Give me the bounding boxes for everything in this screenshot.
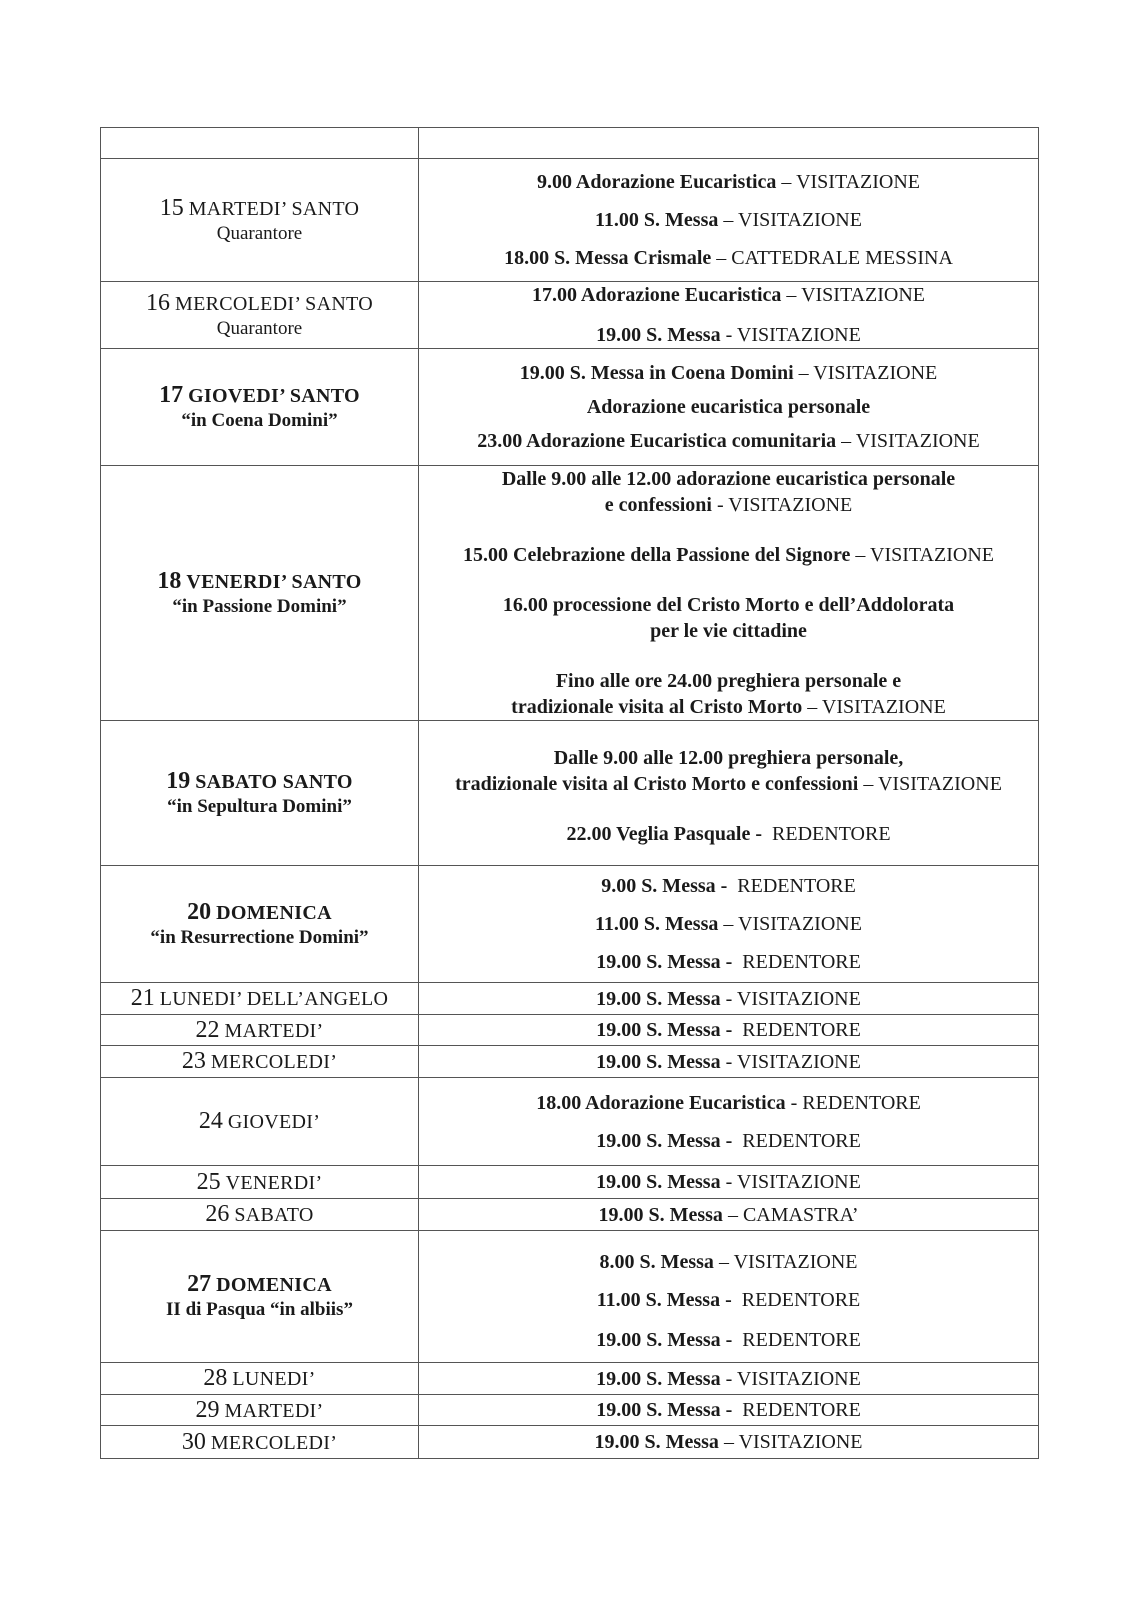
event-separator: –	[858, 773, 878, 795]
events-cell	[419, 1199, 1039, 1231]
event-description: 19.00 S. Messa	[594, 1431, 719, 1453]
day-name: SABATO	[234, 1204, 314, 1226]
day-name: LUNEDI’	[232, 1368, 316, 1390]
day-subtitle: Quarantore	[216, 222, 303, 244]
schedule-row	[101, 1231, 1039, 1363]
day-number: 20	[187, 898, 212, 925]
event-separator: -	[720, 1367, 737, 1390]
event-description: Dalle 9.00 alle 12.00 preghiera personale,	[553, 747, 904, 769]
event-separator	[727, 875, 737, 897]
event-location: VISITAZIONE	[738, 913, 862, 935]
event-description: 19.00 S. Messa	[596, 324, 721, 346]
day-subtitle: “in Passione Domini”	[172, 595, 347, 617]
event-location: VISITAZIONE	[801, 284, 925, 306]
event-separator: -	[711, 494, 729, 516]
event-separator: –	[776, 171, 797, 193]
event-line	[504, 245, 953, 271]
schedule-row	[101, 1015, 1039, 1046]
day-subtitle: II di Pasqua “in albiis”	[166, 1299, 353, 1320]
day-cell	[101, 1395, 419, 1426]
event-separator: –	[781, 284, 802, 306]
event-location: CAMASTRA’	[742, 1203, 859, 1226]
events-cell	[419, 159, 1039, 282]
event-description: 11.00 S. Messa	[595, 913, 719, 935]
event-line	[477, 428, 979, 454]
day-number: 27	[187, 1271, 212, 1297]
day-name: MERCOLEDI’	[210, 1431, 338, 1454]
event-line	[596, 322, 861, 348]
day-name: MERCOLEDI’	[210, 1051, 338, 1073]
schedule-row	[101, 1046, 1039, 1078]
event-location: REDENTORE	[742, 1328, 861, 1351]
day-cell	[101, 466, 419, 721]
day-name: MARTEDI’	[224, 1019, 324, 1042]
events-cell	[419, 1166, 1039, 1199]
event-location: VISITAZIONE	[821, 696, 946, 718]
day-cell	[101, 1426, 419, 1459]
event-line	[536, 1090, 921, 1116]
events-cell	[419, 866, 1039, 983]
day-number: 23	[181, 1048, 206, 1074]
day-subtitle: Quarantore	[216, 317, 303, 339]
event-location: REDENTORE	[741, 1288, 861, 1311]
event-line	[594, 1429, 862, 1455]
day-number: 24	[198, 1108, 223, 1134]
day-number: 22	[195, 1016, 220, 1043]
event-description: Adorazione eucaristica personale	[586, 396, 871, 418]
event-separator	[732, 1329, 742, 1351]
event-location: VISITAZIONE	[728, 494, 853, 516]
event-separator: –	[711, 247, 732, 269]
event-separator: -	[785, 1091, 803, 1114]
schedule-row	[101, 282, 1039, 349]
day-number: 29	[195, 1396, 220, 1423]
event-separator	[732, 1130, 742, 1152]
event-description: 19.00 S. Messa	[598, 1203, 723, 1226]
event-separator	[732, 1289, 742, 1311]
event-list	[419, 873, 1038, 975]
event-list	[419, 986, 1038, 1012]
day-cell	[101, 983, 419, 1015]
day-name: MARTEDI’ SANTO	[188, 197, 360, 220]
schedule-row	[101, 721, 1039, 866]
schedule-row	[101, 159, 1039, 282]
day-label	[101, 382, 418, 409]
event-line	[554, 745, 904, 771]
event-location: REDENTORE	[772, 823, 891, 845]
day-subtitle: “in Coena Domini”	[181, 409, 338, 431]
event-separator: –	[718, 209, 739, 231]
event-line	[595, 207, 862, 233]
event-description: 18.00 Adorazione Eucaristica	[536, 1091, 786, 1114]
events-cell	[419, 466, 1039, 721]
day-cell	[101, 128, 419, 159]
event-description: per le vie cittadine	[650, 620, 807, 642]
event-location: REDENTORE	[742, 951, 861, 973]
events-cell	[419, 282, 1039, 349]
event-separator: –	[718, 913, 739, 935]
day-cell	[101, 721, 419, 866]
day-label	[101, 768, 418, 795]
event-separator	[732, 951, 742, 973]
event-line	[598, 1202, 858, 1228]
event-description: Fino alle ore 24.00 preghiera personale e	[555, 670, 902, 692]
event-line	[596, 1366, 861, 1392]
day-label	[101, 1271, 418, 1298]
event-list	[419, 1049, 1038, 1075]
event-description: 9.00 S. Messa -	[601, 875, 728, 897]
day-number: 21	[130, 985, 155, 1011]
day-label	[101, 568, 418, 595]
events-cell	[419, 983, 1039, 1015]
day-label	[101, 1201, 418, 1228]
event-list	[419, 466, 1038, 720]
event-line	[596, 949, 861, 975]
event-description: 19.00 S. Messa	[596, 1367, 721, 1390]
event-separator: –	[802, 696, 822, 718]
event-list	[419, 282, 1038, 348]
day-cell	[101, 1015, 419, 1046]
event-line	[537, 169, 920, 195]
event-line	[601, 873, 856, 899]
event-separator: -	[720, 987, 737, 1010]
day-cell	[101, 1046, 419, 1078]
event-list	[419, 169, 1038, 271]
event-location: VISITAZIONE	[870, 544, 994, 566]
event-separator: -	[720, 1050, 737, 1073]
schedule-table	[100, 127, 1039, 1459]
day-cell	[101, 1231, 419, 1363]
event-description: tradizionale visita al Cristo Morto	[511, 696, 803, 718]
event-line	[463, 542, 994, 568]
day-cell	[101, 866, 419, 983]
schedule-row	[101, 1199, 1039, 1231]
event-line	[599, 1249, 857, 1275]
day-number: 16	[146, 289, 171, 316]
event-separator: -	[720, 324, 737, 346]
schedule-row	[101, 1363, 1039, 1395]
event-location: VISITAZIONE	[733, 1250, 858, 1273]
day-cell	[101, 159, 419, 282]
event-line	[596, 1397, 861, 1423]
event-list	[419, 1429, 1038, 1455]
event-list	[419, 1017, 1038, 1043]
event-line	[520, 360, 937, 386]
event-list	[419, 1202, 1038, 1228]
event-line	[566, 821, 890, 847]
day-label	[101, 195, 418, 222]
events-cell	[419, 349, 1039, 466]
day-name: DOMENICA	[216, 1274, 332, 1296]
event-line	[532, 282, 925, 308]
day-number: 30	[181, 1428, 206, 1455]
event-description: 19.00 S. Messa	[596, 1050, 721, 1073]
events-cell	[419, 1046, 1039, 1078]
day-name: DOMENICA	[216, 901, 332, 924]
day-cell	[101, 1166, 419, 1199]
events-cell	[419, 128, 1039, 159]
event-line	[511, 694, 946, 720]
event-separator: –	[722, 1203, 743, 1226]
events-cell	[419, 721, 1039, 866]
event-line	[556, 668, 901, 694]
event-line	[597, 1287, 861, 1313]
events-cell	[419, 1426, 1039, 1459]
event-description: 19.00 S. Messa -	[596, 1129, 733, 1152]
event-location: REDENTORE	[742, 1019, 861, 1041]
day-number: 15	[159, 194, 184, 221]
event-separator	[732, 1019, 742, 1041]
event-description: 23.00 Adorazione Eucaristica comunitaria	[477, 430, 837, 452]
event-location: VISITAZIONE	[877, 773, 1002, 795]
events-cell	[419, 1015, 1039, 1046]
event-location: VISITAZIONE	[796, 171, 920, 193]
day-number: 19	[166, 767, 191, 794]
day-label	[101, 1108, 418, 1135]
events-cell	[419, 1231, 1039, 1363]
event-description: 16.00 processione del Cristo Morto e dell’Addolorata	[502, 594, 955, 616]
schedule-row	[101, 349, 1039, 466]
day-subtitle: “in Sepultura Domini”	[167, 795, 352, 817]
event-separator: –	[793, 362, 814, 384]
event-line	[502, 466, 955, 492]
day-label	[101, 1048, 418, 1075]
day-label	[101, 899, 418, 926]
event-description: 19.00 S. Messa -	[596, 1399, 733, 1421]
event-line	[596, 1169, 861, 1195]
day-subtitle: “in Resurrectione Domini”	[150, 926, 369, 948]
event-list	[419, 1397, 1038, 1423]
event-description: 22.00 Veglia Pasquale -	[566, 823, 763, 845]
event-list	[419, 1241, 1038, 1353]
day-cell	[101, 282, 419, 349]
event-separator: -	[720, 1171, 737, 1193]
event-location: REDENTORE	[742, 1129, 861, 1152]
event-description: 9.00 Adorazione Eucaristica	[536, 171, 777, 193]
schedule-row	[101, 128, 1039, 159]
event-line	[587, 394, 870, 420]
event-list	[419, 1169, 1038, 1195]
schedule-row	[101, 866, 1039, 983]
event-location: VISITAZIONE	[736, 1367, 861, 1390]
day-number: 26	[205, 1201, 230, 1227]
event-line	[596, 986, 861, 1012]
event-location: VISITAZIONE	[736, 324, 861, 346]
events-cell	[419, 1078, 1039, 1166]
events-cell	[419, 1363, 1039, 1395]
day-name: SABATO SANTO	[195, 770, 353, 793]
schedule-row	[101, 1426, 1039, 1459]
event-description: 19.00 S. Messa -	[596, 1019, 733, 1041]
event-location: VISITAZIONE	[736, 1050, 861, 1073]
event-line	[605, 492, 852, 518]
event-separator: –	[850, 544, 871, 566]
event-description: 19.00 S. Messa -	[596, 1328, 733, 1351]
event-line	[595, 911, 862, 937]
event-separator	[762, 823, 772, 845]
event-description: 19.00 S. Messa	[596, 1171, 721, 1193]
event-line	[596, 1049, 861, 1075]
event-line	[596, 1017, 861, 1043]
day-name: MERCOLEDI’ SANTO	[175, 292, 373, 315]
day-label	[101, 1429, 418, 1456]
day-label	[101, 290, 418, 317]
event-separator	[732, 1399, 742, 1421]
day-label	[101, 1017, 418, 1044]
event-list	[419, 739, 1038, 847]
event-line	[503, 592, 954, 618]
event-description: e confessioni	[604, 494, 712, 516]
event-list	[419, 360, 1038, 454]
day-name: VENERDI’ SANTO	[186, 570, 362, 593]
event-description: 19.00 S. Messa in Coena Domini	[519, 362, 794, 384]
day-number: 28	[203, 1365, 228, 1391]
schedule-row	[101, 1078, 1039, 1166]
event-location: VISITAZIONE	[736, 987, 861, 1010]
event-location: VISITAZIONE	[855, 430, 980, 452]
day-cell	[101, 349, 419, 466]
event-description: 8.00 S. Messa	[599, 1250, 714, 1273]
day-cell	[101, 1363, 419, 1395]
schedule-row	[101, 983, 1039, 1015]
schedule-row	[101, 466, 1039, 721]
day-cell	[101, 1078, 419, 1166]
event-description: 17.00 Adorazione Eucaristica	[531, 284, 782, 306]
event-location: VISITAZIONE	[738, 1431, 863, 1453]
event-location: VISITAZIONE	[736, 1171, 861, 1193]
event-line	[650, 618, 807, 644]
event-description: Dalle 9.00 alle 12.00 adorazione eucaristica personale	[501, 468, 956, 490]
day-name: LUNEDI’ DELL’ANGELO	[159, 988, 389, 1010]
event-separator: –	[718, 1431, 739, 1453]
event-location: REDENTORE	[742, 1399, 861, 1421]
event-location: CATTEDRALE MESSINA	[731, 247, 953, 269]
event-list	[419, 1366, 1038, 1392]
day-label	[101, 1365, 418, 1392]
event-line	[455, 771, 1002, 797]
event-line	[596, 1327, 861, 1353]
event-location: REDENTORE	[802, 1091, 921, 1114]
day-label	[101, 985, 418, 1012]
event-separator: –	[713, 1250, 734, 1273]
day-number: 17	[159, 381, 184, 408]
event-list	[419, 1090, 1038, 1154]
event-description: 15.00 Celebrazione della Passione del Signore	[463, 544, 851, 566]
events-cell	[419, 1395, 1039, 1426]
event-description: 19.00 S. Messa	[596, 987, 721, 1010]
event-description: 11.00 S. Messa	[595, 209, 719, 231]
event-description: tradizionale visita al Cristo Morto e confessioni	[455, 773, 859, 795]
day-number: 25	[196, 1168, 221, 1195]
day-label	[101, 1169, 418, 1196]
day-name: GIOVEDI’ SANTO	[188, 384, 360, 407]
day-number: 18	[157, 567, 182, 594]
event-description: 18.00 S. Messa Crismale	[504, 247, 712, 269]
event-description: 11.00 S. Messa -	[596, 1288, 732, 1311]
day-cell	[101, 1199, 419, 1231]
day-name: VENERDI’	[225, 1171, 323, 1194]
schedule-body	[101, 128, 1039, 1459]
event-location: VISITAZIONE	[738, 209, 862, 231]
schedule-row	[101, 1166, 1039, 1199]
event-location: REDENTORE	[737, 875, 856, 897]
day-label	[101, 1397, 418, 1424]
event-line	[596, 1128, 861, 1154]
event-location: VISITAZIONE	[813, 362, 938, 384]
schedule-row	[101, 1395, 1039, 1426]
event-description: 19.00 S. Messa -	[596, 951, 733, 973]
event-separator: –	[836, 430, 856, 452]
day-name: MARTEDI’	[224, 1399, 324, 1422]
day-name: GIOVEDI’	[227, 1111, 321, 1133]
